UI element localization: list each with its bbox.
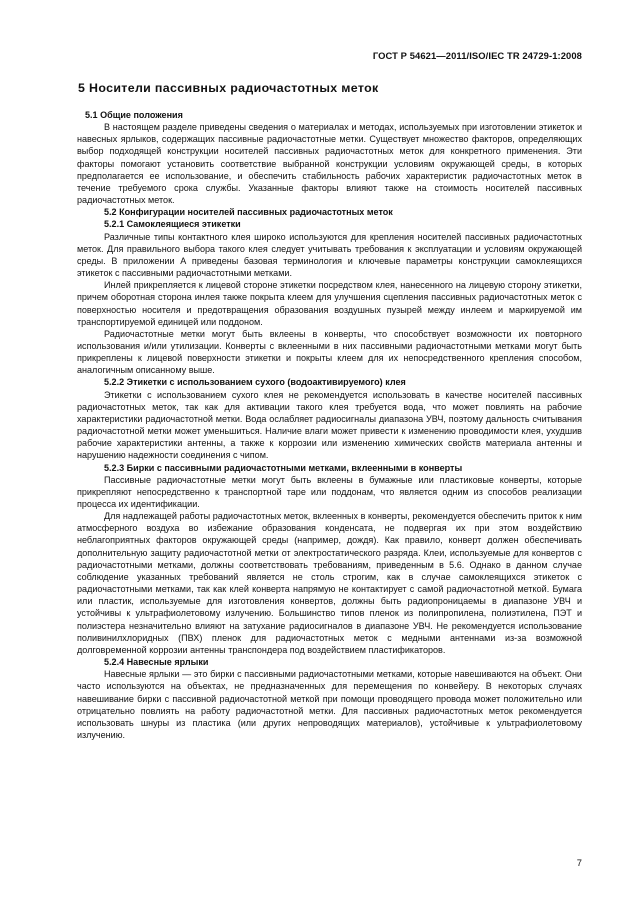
heading-5-1: 5.1 Общие положения xyxy=(85,110,183,120)
heading-5-2-1: 5.2.1 Самоклеящиеся этикетки xyxy=(104,219,241,230)
paragraph: Пассивные радиочастотные метки могут быть вклеены в бумажные или пластиковые конверты, которые прикрепляют непосредственно к транспортной таре или поддонам, что является одним из способов реализации процесса их идентификации. xyxy=(77,474,582,509)
paragraph: Навесные ярлыки — это бирки с пассивными радиочастотными метками, которые навешиваются на объект. Они часто используются на объектах, не предназначенных для перемещения по конвейеру. В некоторых случаях навешивание бирки с пассивной радиочастотной меткой при помощи проводящего провода может положительно или отрицательно повлиять на работу радиочастотной метки. Для пассивных радиочастотных меток рекомендуется использовать шнуры из пластика (или других непроводящих материалов), устойчивые к ультрафиолетовому излучению. xyxy=(77,669,582,740)
heading-5-2-4: 5.2.4 Навесные ярлыки xyxy=(104,657,209,668)
section-title: 5 Носители пассивных радиочастотных меток xyxy=(78,81,379,95)
body-text xyxy=(77,109,582,741)
paragraph: Этикетки с использованием сухого клея не рекомендуется использовать в качестве носителей пассивных радиочастотных меток, так как для активации такого клея требуется вода, что может повлиять на рабочие характеристики радиочастотной метки. Вода ослабляет радиосигналы диапазона УВЧ, поэтому дальность считывания радиочастотной метки может уменьшиться. Наличие влаги может привести к изменению проводимости клея, ухудшив рабочие характеристики антенны, а также к коррозии или изменению химических свойств материала антенны и нарушению надежности соединения с чипом. xyxy=(77,389,582,461)
heading-5-2: 5.2 Конфигурации носителей пассивных радиочастотных меток xyxy=(104,207,393,218)
document-header: ГОСТ Р 54621—2011/ISO/IEC TR 24729-1:2008 xyxy=(372,50,582,61)
paragraph: В настоящем разделе приведены сведения о материалах и методах, используемых при изготовлении этикеток и навесных ярлыков, содержащих пассивные радиочастотные метки. Существует множество факторов, определяющих выбор подходящей конструкции носителей пассивных радиочастотных меток для конкретного применения. Эти факторы помогают установить соответствие выбранной конструкции условиям окружающей среды, в которых предполагается ее использование, и обеспечить стабильность рабочих характеристик радиочастотных меток в течение требуемого срока службы. Указанные факторы влияют также на стоимость носителей пассивных радиочастотных меток. xyxy=(77,122,582,206)
paragraph: Радиочастотные метки могут быть вклеены в конверты, что способствует возможности их повторного использования и/или утилизации. Конверты с вклеенными в них пассивными радиочастотными метками могут быть прикреплены к лицевой поверхности этикетки и покрыты клеем для их непосредственного крепления способом, аналогичным описанному выше. xyxy=(77,328,582,376)
heading-5-2-3: 5.2.3 Бирки с пассивными радиочастотными метками, вклеенными в конверты xyxy=(104,462,463,473)
paragraph: Различные типы контактного клея широко используются для крепления носителей пассивных радиочастотных меток. Для правильного выбора такого клея следует учитывать требования к эксплуатации и условиям окружающей среды. В приложении А приведены базовая терминология и ключевые параметры конструкции самоклеящихся этикеток с пассивными радиочастотными метками. xyxy=(77,231,582,279)
heading-5-2-2: 5.2.2 Этикетки с использованием сухого (водоактивируемого) клея xyxy=(104,377,406,388)
paragraph: Инлей прикрепляется к лицевой стороне этикетки посредством клея, нанесенного на лицевую сторону этикетки, причем оборотная сторона инлея также покрыта клеем для улучшения сцепления пассивных радиочастотных меток с поверхностью носителя и предотвращения образования воздушных пузырей между инлеем и маркируемой им транспортируемой единицей или поддоном. xyxy=(77,280,582,327)
paragraph: Для надлежащей работы радиочастотных меток, вклеенных в конверты, рекомендуется обеспечить приток к ним атмосферного воздуха во избежание образования конденсата, не подвергая их при этом воздействию неблагоприятных факторов окружающей среды (например, дождя). Как правило, конверт должен обеспечивать дополнительную защиту радиочастотной метки от электростатического разряда. Клеи, используемые для конвертов с радиочастотными метками, должны соответствовать требованиям, приведенным в 5.6. Однако в данном случае соблюдение указанных требований является не столь строгим, как в случае самоклеящихся этикеток с радиочастотными метками, так как клей конверта напрямую не контактирует с самой радиочастотной меткой. Бумага или пластик, используемые для изготовления конвертов, должны быть радиопроницаемы в диапазоне УВЧ и устойчивы к ультрафиолетовому излучению. Большинство типов пленок из полипропилена, полиэтилена, ПЭТ и полиэстера незначительно влияют на затухание радиосигналов в диапазоне УВЧ. Не рекомендуется использование поливинилхлоридных (ПВХ) пленок для радиочастотных меток с медными антеннами из-за возможной долговременной коррозии антенны транспондера под воздействием пластификаторов. xyxy=(77,511,582,655)
page-number: 7 xyxy=(576,857,582,868)
